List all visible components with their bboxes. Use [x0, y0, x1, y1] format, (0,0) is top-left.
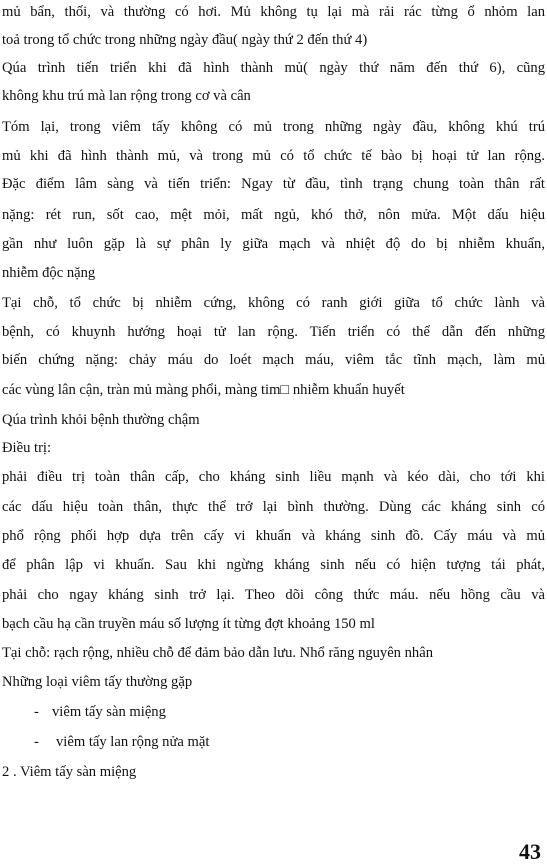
- list-item-label: viêm tấy sàn miệng: [52, 704, 166, 720]
- list-marker: -: [34, 734, 39, 750]
- paragraph-1-line-1: mủ bẩn, thối, và thường có hơi. Mủ không tụ lại mà rải rác từng ổ nhỏm lan: [2, 4, 545, 20]
- paragraph-7-line-2: các dấu hiệu toàn thân, thực thể trở lại bình thường. Dùng các kháng sinh có: [2, 499, 545, 515]
- paragraph-3-line-1: Tóm lại, trong viêm tấy không có mủ trong những ngày đầu, không khú trú: [2, 119, 545, 135]
- paragraph-3-line-2: mủ khi đã hình thành mủ, và trong mủ có tổ chức tế bào bị hoại tử lan rộng.: [2, 148, 545, 164]
- paragraph-7-line-5: phải cho ngay kháng sinh trở lại. Theo dõi công thức máu. nếu hồng cầu và: [2, 587, 545, 603]
- paragraph-5-line-2: bệnh, có khuynh hướng hoại tử lan rộng. Tiến triển có thể dẫn đến những: [2, 324, 545, 340]
- paragraph-9-line-1: Những loại viêm tấy thường gặp: [2, 674, 193, 690]
- paragraph-7-line-4: để phân lập vi khuẩn. Sau khi ngừng kháng sinh nếu có hiện tượng tái phát,: [2, 557, 545, 573]
- page-number: 43: [519, 839, 541, 864]
- paragraph-6-line-1: Qúa trình khỏi bệnh thường chậm: [2, 412, 200, 428]
- paragraph-4-line-3: gần như luôn gặp là sự phân ly giữa mạch và nhiệt độ do bị nhiễm khuẩn,: [2, 236, 545, 252]
- paragraph-4-line-4: nhiễm độc nặng: [2, 265, 96, 281]
- list-item: [34, 702, 454, 722]
- list-item: [34, 732, 454, 752]
- list-item-label: viêm tấy lan rộng nửa mặt: [56, 734, 210, 750]
- paragraph-7-line-3: phổ rộng phối hợp dựa trên cấy vi khuẩn và kháng sinh đồ. Cấy máu và mủ: [2, 528, 545, 544]
- paragraph-5-line-4: các vùng lân cận, tràn mủ màng phổi, màng tim□ nhiễm khuẩn huyết: [2, 382, 405, 398]
- paragraph-8-line-1: Tại chỗ: rạch rộng, nhiều chỗ để đảm bảo dẫn lưu. Nhổ răng nguyên nhân: [2, 645, 434, 661]
- treatment-heading: Điều trị:: [2, 440, 52, 456]
- paragraph-4-line-2: nặng: rét run, sốt cao, mệt mỏi, mất ngủ, khó thở, nôn mửa. Một dấu hiệu: [2, 207, 545, 223]
- paragraph-7-line-6: bạch cầu hạ cần truyền máu số lượng ít từng đợt khoảng 150 ml: [2, 616, 375, 632]
- paragraph-5-line-3: biến chứng nặng: chảy máu do loét mạch máu, viêm tắc tĩnh mạch, làm mủ: [2, 352, 545, 368]
- list-marker: -: [34, 704, 39, 720]
- section-heading: 2 . Viêm tấy sàn miệng: [2, 764, 137, 780]
- paragraph-7-line-1: phải điều trị toàn thân cấp, cho kháng sinh liều mạnh và kéo dài, cho tới khi: [2, 469, 545, 485]
- paragraph-4-line-1: Đặc điểm lâm sàng và tiến triển: Ngay từ đầu, tình trạng chung toàn thân rất: [2, 176, 545, 192]
- paragraph-1-line-2: toả trong tổ chức trong những ngày đầu( ngày thứ 2 đến thứ 4): [2, 32, 368, 48]
- paragraph-2-line-2: không khu trú mà lan rộng trong cơ và cân: [2, 88, 251, 104]
- paragraph-2-line-1: Qúa trình tiến triển khi đã hình thành mủ( ngày thứ năm đến thứ 6), cũng: [2, 60, 545, 76]
- paragraph-5-line-1: Tại chỗ, tổ chức bị nhiễm cứng, không có ranh giới giữa tổ chức lành và: [2, 295, 545, 311]
